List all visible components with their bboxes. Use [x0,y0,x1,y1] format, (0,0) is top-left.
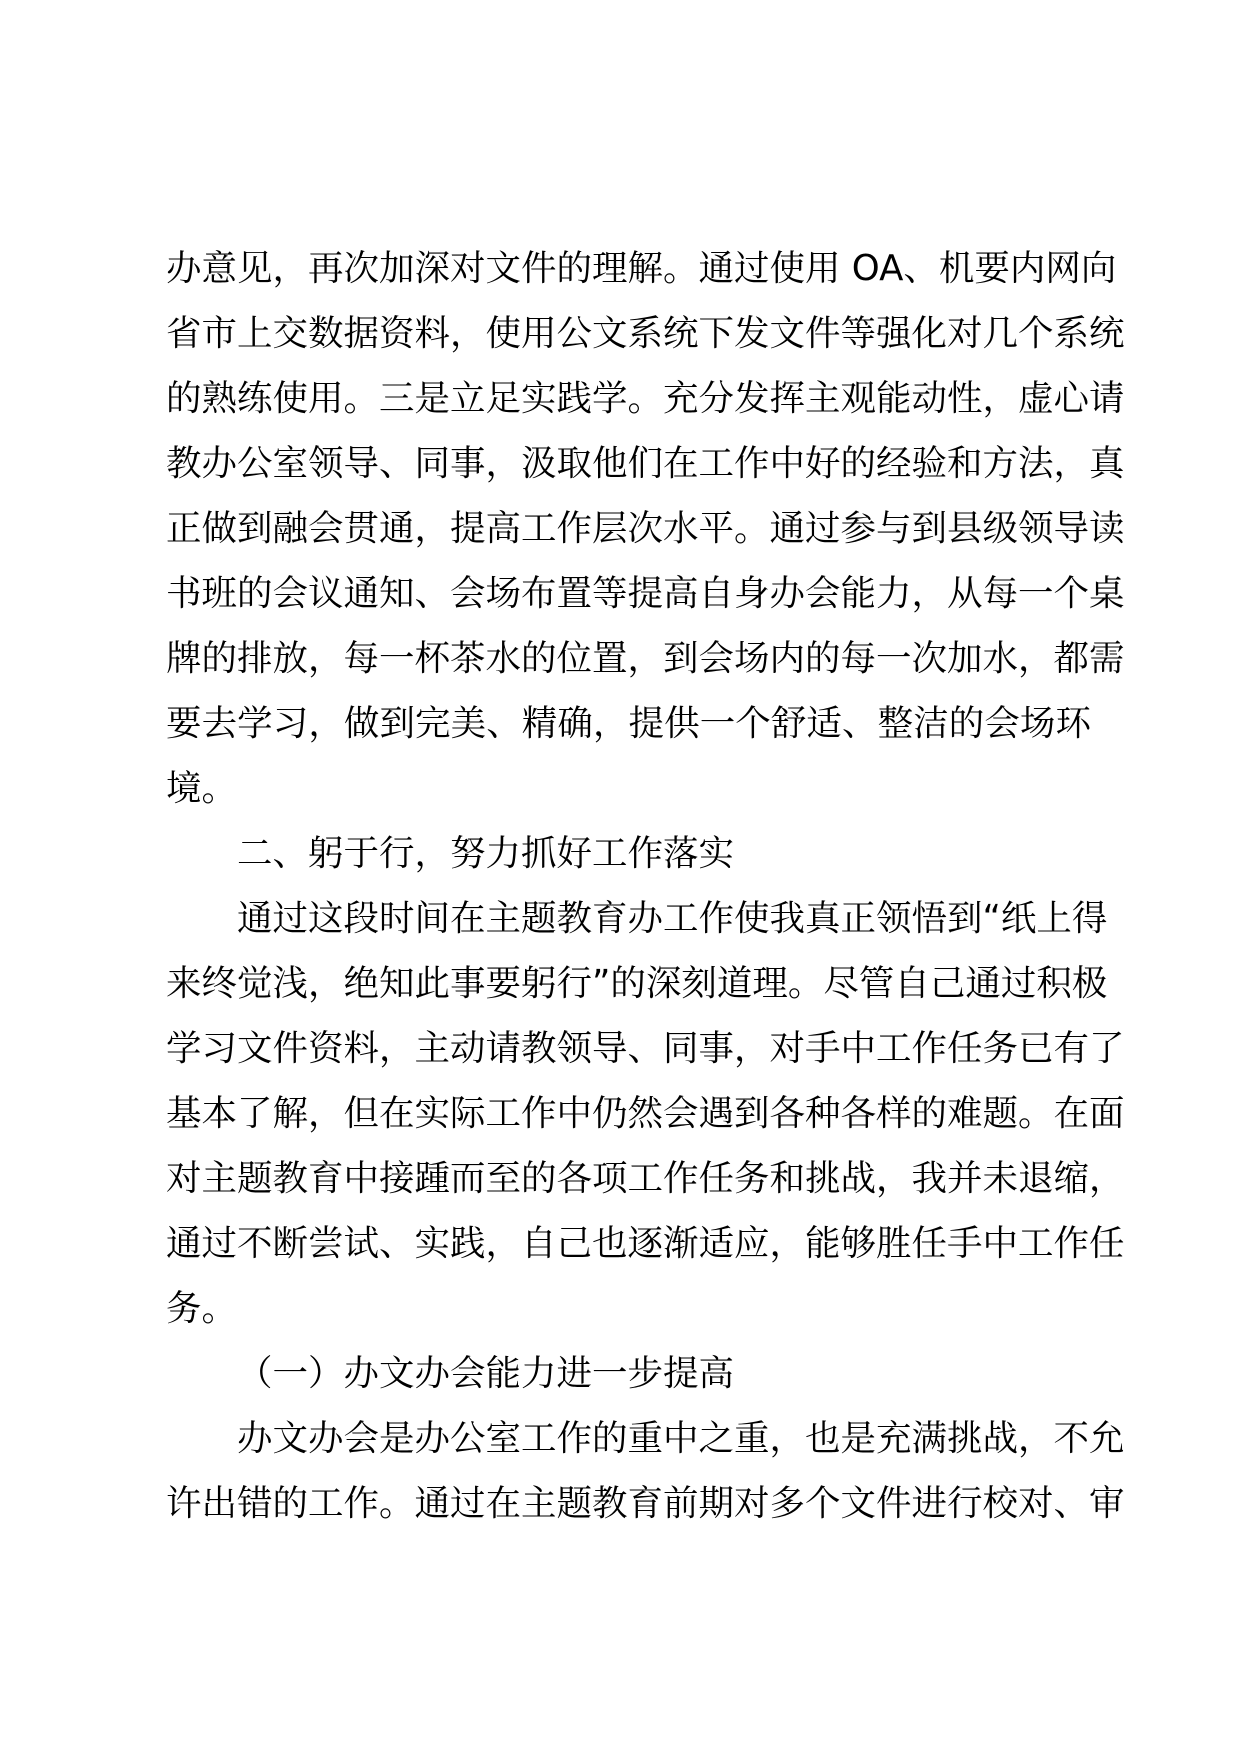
paragraph-line: 办意见，再次加深对文件的理解。通过使用 OA、机要内网向 [166,248,1117,289]
paragraph-line: 的熟练使用。三是立足实践学。充分发挥主观能动性，虚心请 [166,378,1125,419]
paragraph-line: 书班的会议通知、会场布置等提高自身办会能力，从每一个桌 [166,573,1125,614]
subsection-heading: （一）办文办会能力进一步提高 [237,1353,735,1394]
paragraph-line: 办文办会是办公室工作的重中之重，也是充满挑战，不允 [237,1418,1125,1459]
paragraph-line: 牌的排放，每一杯茶水的位置，到会场内的每一次加水，都需 [166,638,1125,679]
paragraph-line: 通过这段时间在主题教育办工作使我真正领悟到“纸上得 [237,898,1108,939]
paragraph-line: 通过不断尝试、实践，自己也逐渐适应，能够胜任手中工作任 [166,1223,1125,1264]
paragraph-line: 来终觉浅，绝知此事要躬行”的深刻道理。尽管自己通过积极 [166,963,1108,1004]
document-body [166,236,1125,1536]
paragraph-line: 基本了解，但在实际工作中仍然会遇到各种各样的难题。在面 [166,1093,1125,1134]
section-heading: 二、躬于行，努力抓好工作落实 [237,833,735,874]
paragraph-line: 对主题教育中接踵而至的各项工作任务和挑战，我并未退缩， [166,1158,1125,1199]
paragraph-line: 要去学习，做到完美、精确，提供一个舒适、整洁的会场环 [166,703,1091,744]
paragraph-line: 正做到融会贯通，提高工作层次水平。通过参与到县级领导读 [166,508,1125,549]
paragraph-line: 境。 [166,768,238,809]
paragraph-line: 省市上交数据资料，使用公文系统下发文件等强化对几个系统 [166,313,1125,354]
paragraph-line: 务。 [166,1288,238,1329]
paragraph-line: 教办公室领导、同事，汲取他们在工作中好的经验和方法，真 [166,443,1125,484]
paragraph-line: 许出错的工作。通过在主题教育前期对多个文件进行校对、审 [166,1483,1125,1524]
paragraph-line: 学习文件资料，主动请教领导、同事，对手中工作任务已有了 [166,1028,1125,1069]
